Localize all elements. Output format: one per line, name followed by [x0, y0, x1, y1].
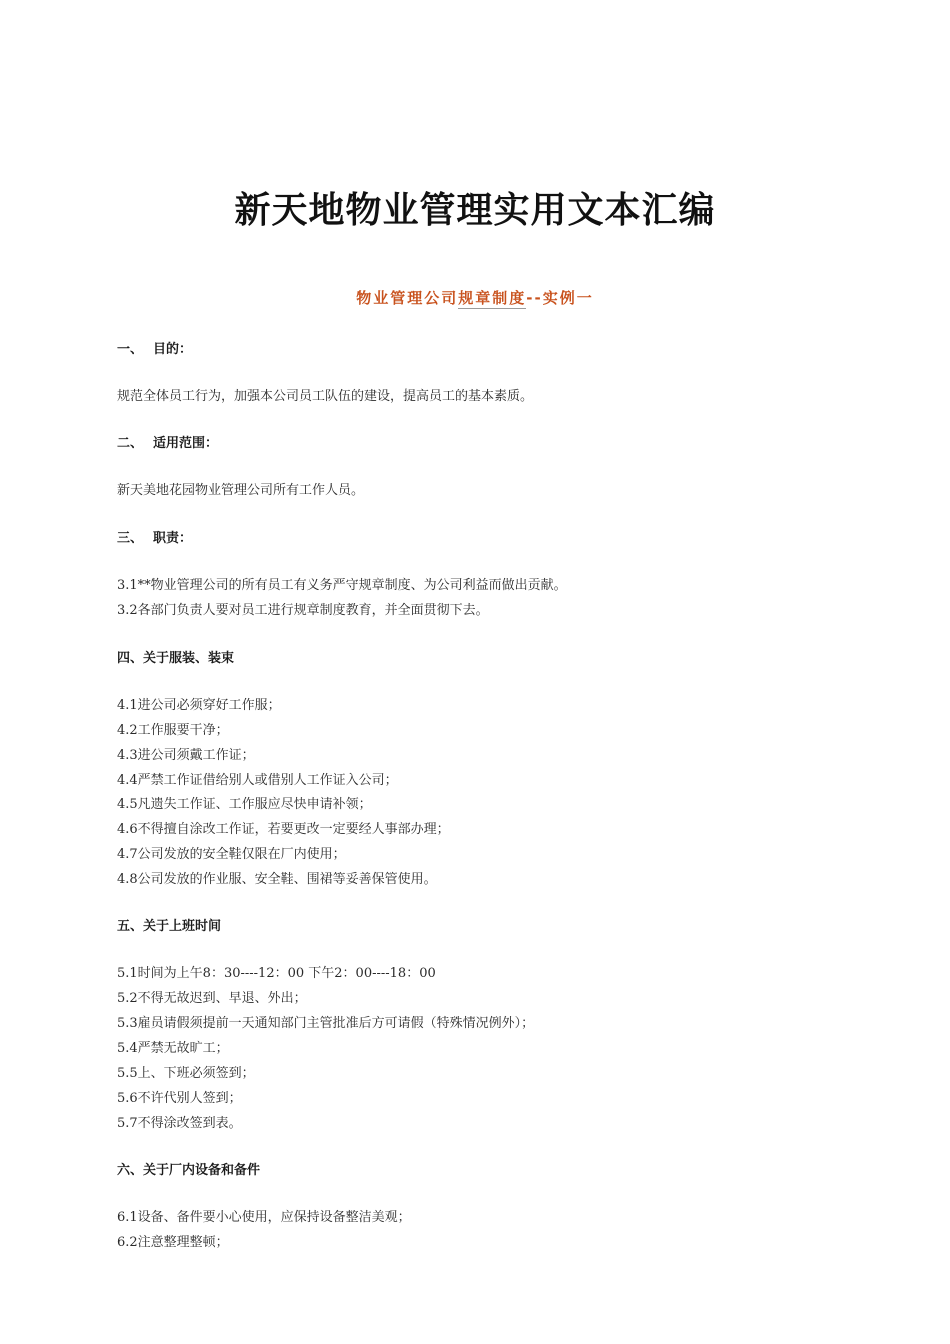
paragraph-line: 6.2注意整理整顿；: [117, 1235, 229, 1250]
paragraph-line: 规范全体员工行为，加强本公司员工队伍的建设，提高员工的基本素质。: [117, 389, 534, 404]
section-heading-dress: 四、关于服装、装束: [117, 651, 235, 666]
section-number: 二、: [117, 436, 144, 451]
section-title: 目的：: [153, 342, 193, 357]
subtitle-prefix: 物业管理公司: [356, 289, 459, 307]
paragraph-line: 5.5上、下班必须签到；: [117, 1066, 255, 1081]
section-number: 三、: [117, 531, 144, 546]
section-heading-purpose: [117, 341, 877, 359]
section-heading-scope: [117, 435, 877, 453]
paragraph-line: 4.2工作服要干净；: [117, 723, 229, 738]
paragraph-line: 5.2不得无故迟到、早退、外出；: [117, 991, 307, 1006]
paragraph-line: 4.4严禁工作证借给别人或借别人工作证入公司；: [117, 773, 398, 788]
subtitle-suffix: --实例一: [526, 289, 594, 307]
section-title: 适用范围：: [153, 436, 219, 451]
section-number: 一、: [117, 342, 144, 357]
section-heading-equipment: 六、关于厂内设备和备件: [117, 1163, 261, 1178]
paragraph-line: 5.7不得涂改签到表。: [117, 1116, 242, 1131]
paragraph-line: 4.6不得擅自涂改工作证，若要更改一定要经人事部办理；: [117, 822, 450, 837]
paragraph-line: 4.7公司发放的安全鞋仅限在厂内使用；: [117, 847, 346, 862]
paragraph-line: 4.1进公司必须穿好工作服；: [117, 698, 281, 713]
section-heading-duties: [117, 530, 877, 548]
paragraph-line: 5.6不许代别人签到；: [117, 1091, 242, 1106]
paragraph-line: 6.1设备、备件要小心使用，应保持设备整洁美观；: [117, 1210, 411, 1225]
paragraph-line: 4.8公司发放的作业服、安全鞋、围裙等妥善保管使用。: [117, 872, 437, 887]
document-subtitle: [0, 287, 950, 308]
paragraph-line: 新天美地花园物业管理公司所有工作人员。: [117, 483, 365, 498]
paragraph-line: 5.4严禁无故旷工；: [117, 1041, 229, 1056]
paragraph-line: 4.5凡遗失工作证、工作服应尽快申请补领；: [117, 797, 372, 812]
subtitle-underlined-link[interactable]: 规章制度: [458, 289, 527, 307]
paragraph-line: 5.1时间为上午8：30----12：00 下午2：00----18：00: [117, 966, 436, 981]
paragraph-line: 3.1**物业管理公司的所有员工有义务严守规章制度、为公司利益而做出贡献。: [117, 578, 567, 593]
paragraph-line: 3.2各部门负责人要对员工进行规章制度教育，并全面贯彻下去。: [117, 603, 489, 618]
section-heading-hours: 五、关于上班时间: [117, 919, 222, 934]
section-title: 职责：: [153, 531, 193, 546]
document-title: 新天地物业管理实用文本汇编: [234, 189, 716, 231]
paragraph-line: 5.3雇员请假须提前一天通知部门主管批准后方可请假（特殊情况例外）；: [117, 1016, 535, 1031]
paragraph-line: 4.3进公司须戴工作证；: [117, 748, 255, 763]
